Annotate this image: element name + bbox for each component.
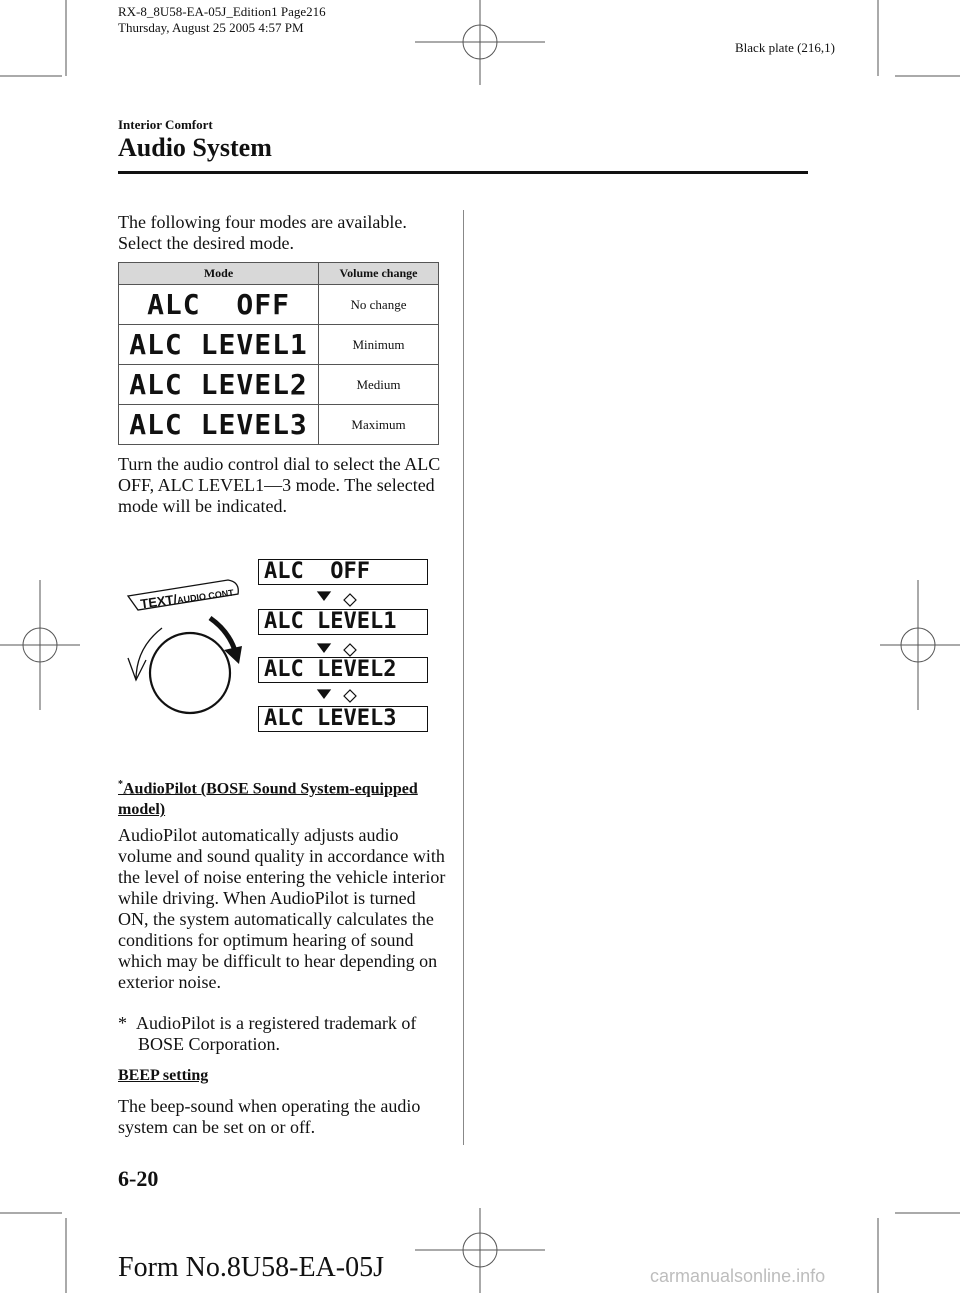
table-row [119, 365, 439, 405]
audiopilot-heading: *AudioPilot (BOSE Sound System-equipped model) [118, 779, 418, 819]
audiopilot-footnote: * AudioPilot is a registered trademark of BOSE Corporation. [118, 1013, 417, 1054]
table-header-row [119, 263, 439, 285]
display-alc-level3: ALC LEVEL3 [258, 706, 428, 732]
intro-text: The following four modes are available. Select the desired mode. [118, 212, 407, 253]
file-info [118, 4, 326, 36]
table-row [119, 285, 439, 325]
form-number: Form No.8U58-EA-05J [118, 1252, 384, 1283]
mode-display: ALC OFF [119, 285, 319, 325]
volume-change: No change [319, 285, 439, 325]
display-alc-level1: ALC LEVEL1 [258, 609, 428, 635]
file-line: RX-8_8U58-EA-05J_Edition1 Page216 [118, 4, 326, 19]
date-line: Thursday, August 25 2005 4:57 PM [118, 20, 304, 35]
dial-label: TEXT/AUDIO CONT [139, 587, 235, 612]
volume-change: Minimum [319, 325, 439, 365]
table-row [119, 325, 439, 365]
column-divider [463, 210, 464, 1145]
mode-table [118, 262, 439, 445]
table-row [119, 405, 439, 445]
col-mode: Mode [119, 263, 319, 285]
beep-heading: BEEP setting [118, 1067, 209, 1084]
section-label: Interior Comfort [118, 117, 213, 132]
mode-display: ALC LEVEL1 [119, 325, 319, 365]
title-rule [118, 171, 808, 174]
mode-display: ALC LEVEL3 [119, 405, 319, 445]
alc-figure [118, 550, 448, 750]
display-alc-off: ALC OFF [258, 559, 428, 585]
audiopilot-body: AudioPilot automatically adjusts audio volume and sound quality in accordance with the level of noise entering the vehicle interior while driving. When AudioPilot is turned ON, the system automatically calculates the conditions for optimum hearing of sound which may be difficult to hear depending on exterior noise. [118, 825, 446, 992]
beep-body: The beep-sound when operating the audio system can be set on or off. [118, 1096, 421, 1137]
watermark: carmanualsonline.info [650, 1266, 826, 1286]
mode-display: ALC LEVEL2 [119, 365, 319, 405]
page-number: 6-20 [118, 1166, 159, 1191]
display-alc-level2: ALC LEVEL2 [258, 657, 428, 683]
volume-change: Medium [319, 365, 439, 405]
col-volume-change: Volume change [319, 263, 439, 285]
page-title: Audio System [118, 133, 272, 162]
plate-label: Black plate (216,1) [735, 40, 835, 55]
volume-change: Maximum [319, 405, 439, 445]
turn-dial-text: Turn the audio control dial to select the ALC OFF, ALC LEVEL1―3 mode. The selected mode will be indicated. [118, 454, 441, 516]
